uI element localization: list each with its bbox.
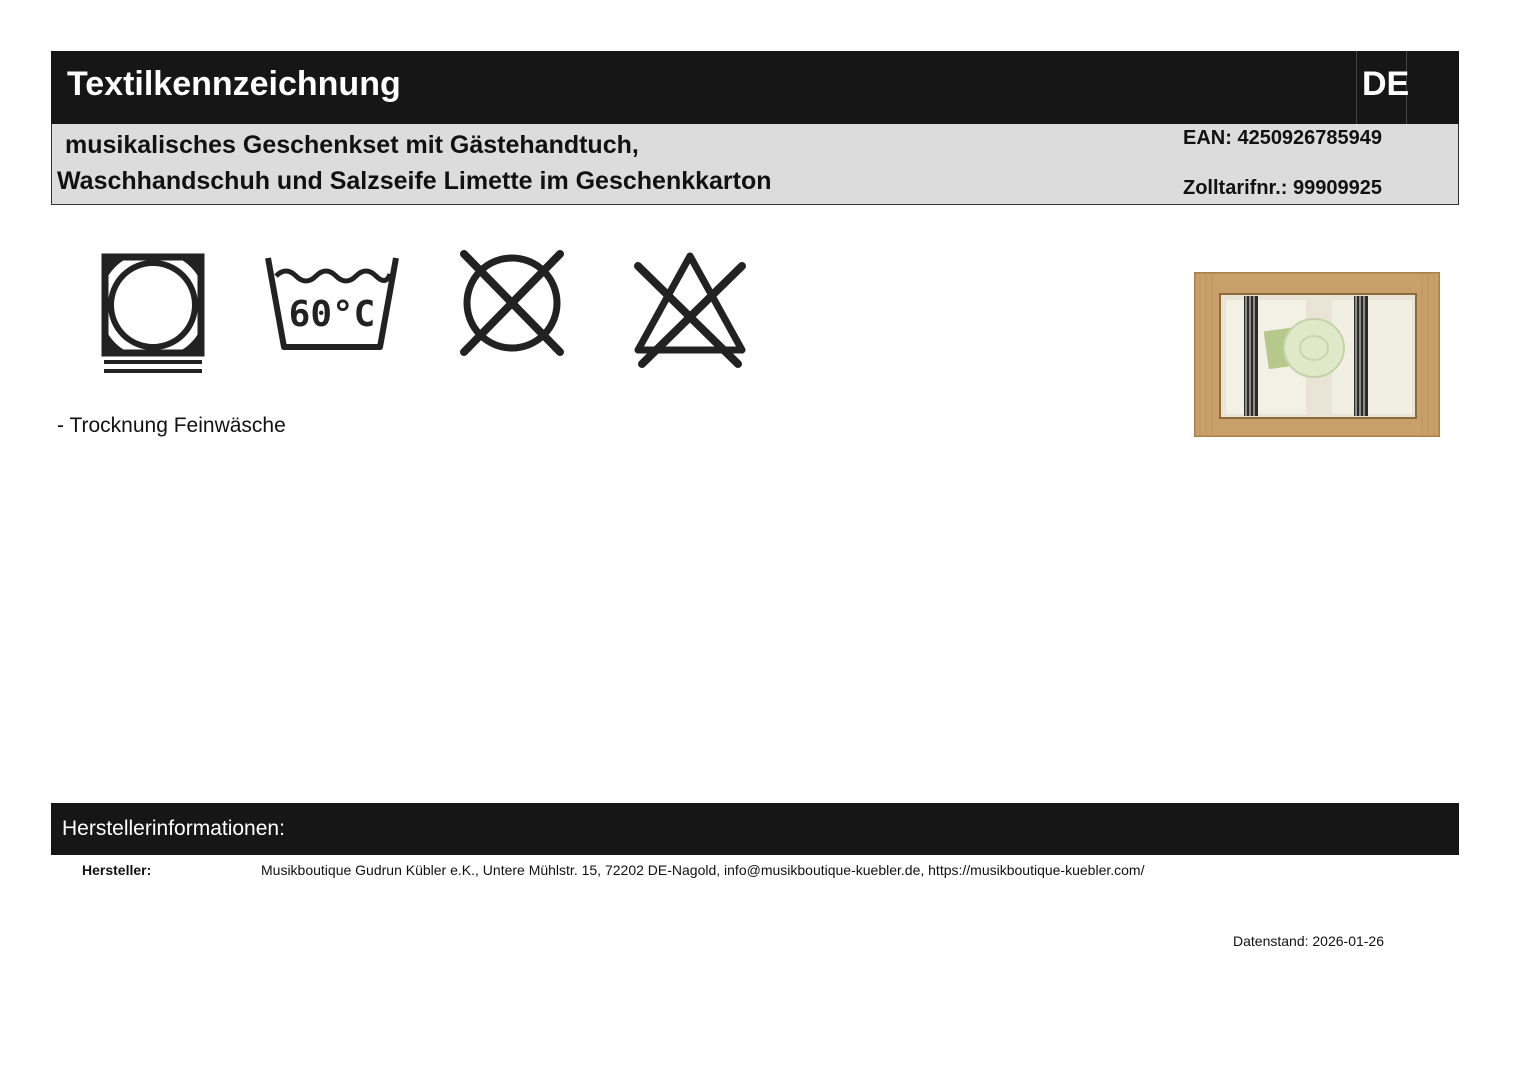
product-name-line1: musikalisches Geschenkset mit Gästehandtuch, [65,131,639,159]
manufacturer-value: Musikboutique Gudrun Kübler e.K., Untere Mühlstr. 15, 72202 DE-Nagold, info@musikboutique-kuebler.de, https://musikboutique-kuebler.com/ [261,862,1145,878]
no-bleach-icon [630,250,750,370]
header-bar [51,51,1459,124]
manufacturer-section-bar [51,803,1459,855]
care-note: - Trocknung Feinwäsche [57,414,286,437]
product-name-line2: Waschhandschuh und Salzseife Limette im Geschenkkarton [57,167,772,195]
language-code: DE [1362,65,1410,103]
wash-temperature-label: 60°C [288,294,376,335]
data-date: Datenstand: 2026-01-26 [1233,933,1384,949]
tumble-dry-gentle-icon [100,252,206,376]
manufacturer-label: Hersteller: [82,862,152,878]
product-photo [1194,272,1440,437]
no-dry-clean-icon [458,250,566,356]
wash-60c-icon [264,254,400,354]
ean-number: EAN: 4250926785949 [1183,127,1383,149]
product-info-bar [51,124,1459,205]
manufacturer-section-title: Herstellerinformationen: [62,817,285,840]
page-title: Textilkennzeichnung [67,65,401,103]
customs-number: Zolltarifnr.: 99909925 [1183,177,1382,199]
